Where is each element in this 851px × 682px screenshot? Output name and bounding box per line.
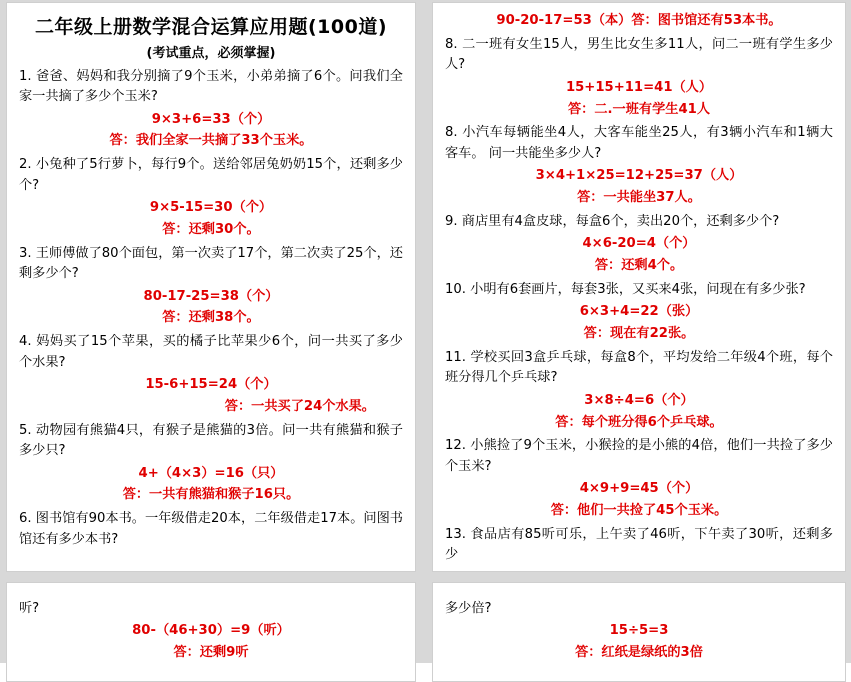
answer-text: 答：还剩9听 [173,645,249,661]
page-content-bottom-right [433,583,845,663]
question-text: 9. 商店里有4盒皮球，每盒6个，卖出20个，还剩多少个? [445,213,780,229]
answer-text: 答：还剩4个。 [594,258,684,274]
answer-text: 答：还剩38个。 [162,310,260,326]
answer-text: 答：一共能坐37人。 [577,190,701,205]
question-text: 8. 小汽车每辆能坐4人，大客车能坐25人，有3辆小汽车和1辆大客车。 问一共能坐多少人? [445,125,833,161]
worksheet-page-top-left [6,2,416,572]
question-text: 13. 食品店有85听可乐，上午卖了46听，下午卖了30听，还剩多少 [445,526,833,563]
worksheet-page-top-right [432,2,846,572]
carryover-answer-text: 90-20-17=53（本）答：图书馆还有53本书。 [496,13,782,28]
calculation-text: 9×3+6=33（个） [151,111,271,127]
question-continuation-text: 多少倍? [445,601,492,616]
answer-text: 答：现在有22张。 [583,326,695,342]
calculation-text: 4+（4×3）=16（只） [138,465,284,481]
question-text: 3. 王师傅做了80个面包，第一次卖了17个，第二次卖了25个，还剩多少个? [19,245,403,282]
answer-text: 答：一共有熊猫和猴子16只。 [122,487,300,503]
question-text: 2. 小兔种了5行萝卜，每行9个。送给邻居兔奶奶15个，还剩多少个? [19,157,403,193]
page-content-left [7,3,415,550]
question-text: 4. 妈妈买了15个苹果，买的橘子比苹果少6个，问一共买了多少个水果? [19,334,403,370]
question-text: 12. 小熊捡了9个玉米，小猴捡的是小熊的4倍，他们一共捡了多少个玉米? [445,438,833,474]
page-content-right [433,3,845,566]
answer-text: 答：二.一班有学生41人 [567,101,711,117]
calculation-text: 9×5-15=30（个） [149,200,273,216]
question-text: 8. 二一班有女生15人，男生比女生多11人，问二一班有学生多少人? [445,36,833,73]
page-content-bottom-left [7,583,415,663]
answer-text: 答：还剩30个。 [162,221,260,237]
question-continuation-text: 听? [19,601,40,616]
answer-text: 答：每个班分得6个乒乓球。 [555,414,723,430]
question-text: 11. 学校买回3盒乒乓球，每盒8个，平均发给二年级4个班，每个班分得几个乒乓球? [445,349,833,386]
calculation-text: 3×4+1×25=12+25=37（人） [535,168,743,184]
calculation-text: 3×8÷4=6（个） [584,392,694,408]
calculation-text: 15+15+11=41（人） [565,79,713,95]
calculation-text: 6×3+4=22（张） [579,304,699,320]
answer-text: 答：红纸是绿纸的3倍 [575,645,703,661]
worksheet-page-bottom-left [6,582,416,682]
calculation-text: 15÷5=3 [609,623,669,639]
answer-text: 答：我们全家一共摘了33个玉米。 [109,133,313,149]
worksheet-page-bottom-right [432,582,846,682]
question-text: 5. 动物园有熊猫4只，有猴子是熊猫的3倍。问一共有熊猫和猴子多少只? [19,422,403,459]
answer-text: 答：一共买了24个水果。 [224,398,375,414]
calculation-text: 80-（46+30）=9（听） [132,623,290,639]
question-text: 6. 图书馆有90本书。一年级借走20本，二年级借走17本。问图书馆还有多少本书? [19,511,403,547]
question-text: 1. 爸爸、妈妈和我分别摘了9个玉米，小弟弟摘了6个。问我们全家一共摘了多少个玉米? [19,68,403,105]
page-subtitle: (考试重点，必须掌握) [146,45,276,61]
calculation-text: 4×9+9=45（个） [579,481,699,497]
calculation-text: 15-6+15=24（个） [145,377,277,393]
calculation-text: 4×6-20=4（个） [582,236,696,252]
answer-text: 答：他们一共捡了45个玉米。 [550,503,728,519]
page-title: 二年级上册数学混合运算应用题(100道) [34,16,388,38]
calculation-text: 80-17-25=38（个） [143,288,279,304]
question-text: 10. 小明有6套画片，每套3张，又买来4张，问现在有多少张? [445,281,806,297]
